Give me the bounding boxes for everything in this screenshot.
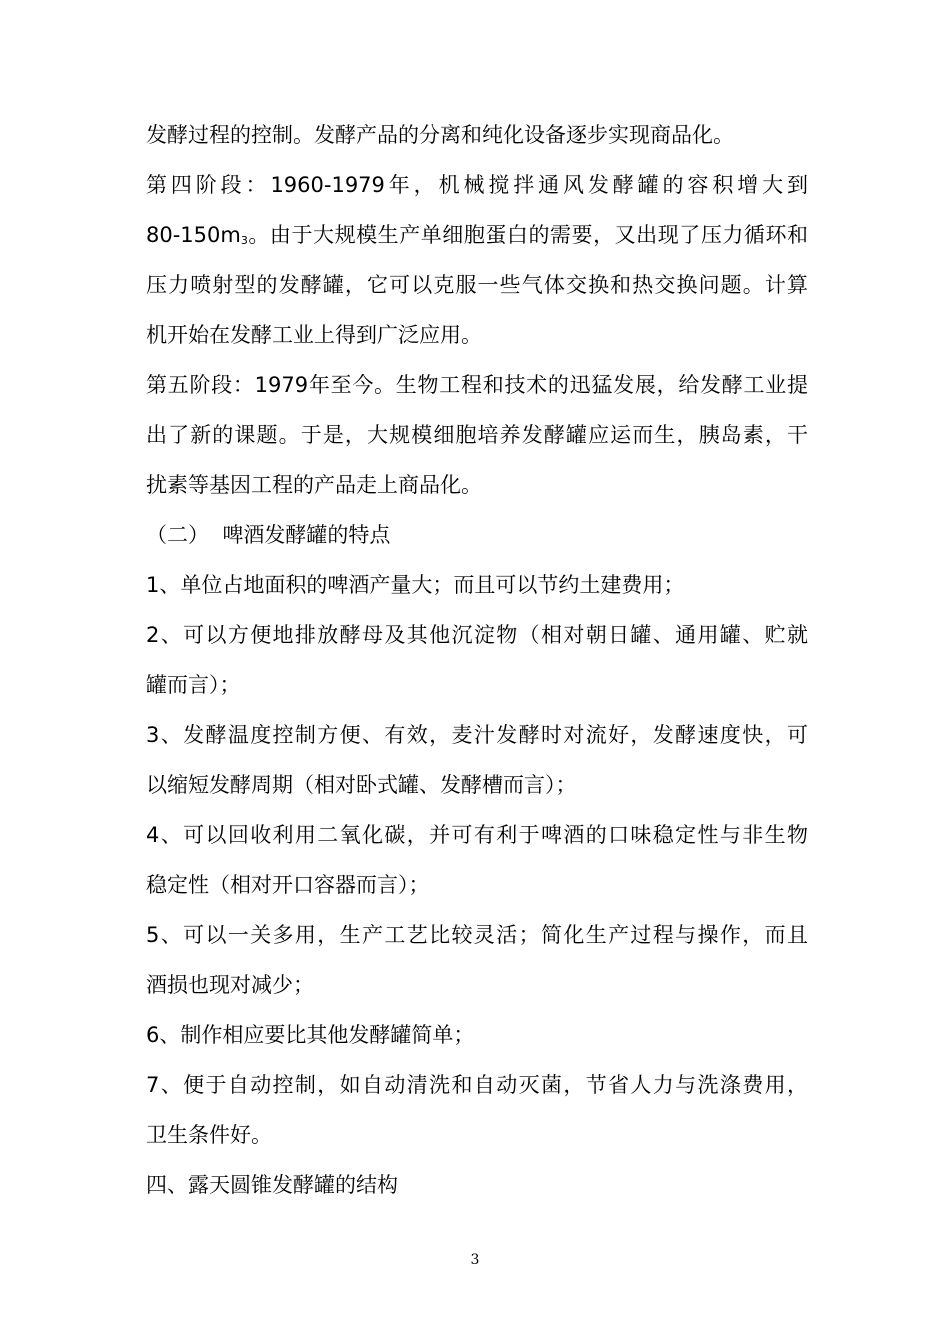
paragraph-line: 发酵过程的控制。发酵产品的分离和纯化设备逐步实现商品化。 (146, 123, 734, 147)
paragraph-line: 机开始在发酵工业上得到广泛应用。 (146, 323, 482, 347)
list-item: 4、可以回收利用二氧化碳，并可有利于啤酒的口味稳定性与非生物 (146, 823, 808, 847)
list-item: 5、可以一关多用，生产工艺比较灵活；简化生产过程与操作，而且 (146, 923, 808, 947)
list-item-continuation: 酒损也现对减少； (146, 973, 314, 997)
paragraph-line (146, 210, 808, 260)
list-item-continuation: 罐而言）； (146, 673, 241, 697)
list-item-continuation: 以缩短发酵周期（相对卧式罐、发酵槽而言）； (146, 773, 577, 797)
list-item-continuation: 卫生条件好。 (146, 1123, 272, 1147)
volume-value: 80-150m (146, 223, 241, 247)
paragraph-line: 出了新的课题。于是，大规模细胞培养发酵罐应运而生，胰岛素，干 (146, 423, 808, 447)
page-number: 3 (470, 1252, 480, 1268)
line-remainder: 。由于大规模生产单细胞蛋白的需要，又出现了压力循环和 (247, 223, 808, 247)
section-heading: （二） 啤酒发酵罐的特点 (146, 523, 391, 547)
body-text (146, 110, 808, 1210)
list-item: 7、便于自动控制，如自动清洗和自动灭菌，节省人力与洗涤费用， (146, 1073, 808, 1097)
unit-subscript: 3 (240, 234, 248, 247)
paragraph-line: 第五阶段：1979年至今。生物工程和技术的迅猛发展，给发酵工业提 (146, 373, 808, 397)
paragraph-line: 压力喷射型的发酵罐，它可以克服一些气体交换和热交换问题。计算 (146, 273, 808, 297)
list-item: 6、制作相应要比其他发酵罐简单； (146, 1023, 475, 1047)
list-item-continuation: 稳定性（相对开口容器而言）； (146, 873, 430, 897)
list-item: 1、单位占地面积的啤酒产量大；而且可以节约土建费用； (146, 573, 685, 597)
section-heading: 四、露天圆锥发酵罐的结构 (146, 1173, 398, 1197)
paragraph-line: 第四阶段：1960-1979年，机械搅拌通风发酵罐的容积增大到 (146, 173, 808, 197)
paragraph-line: 扰素等基因工程的产品走上商品化。 (146, 473, 482, 497)
list-item: 3、发酵温度控制方便、有效，麦汁发酵时对流好，发酵速度快，可 (146, 723, 808, 747)
list-item: 2、可以方便地排放酵母及其他沉淀物（相对朝日罐、通用罐、贮就 (146, 623, 808, 647)
